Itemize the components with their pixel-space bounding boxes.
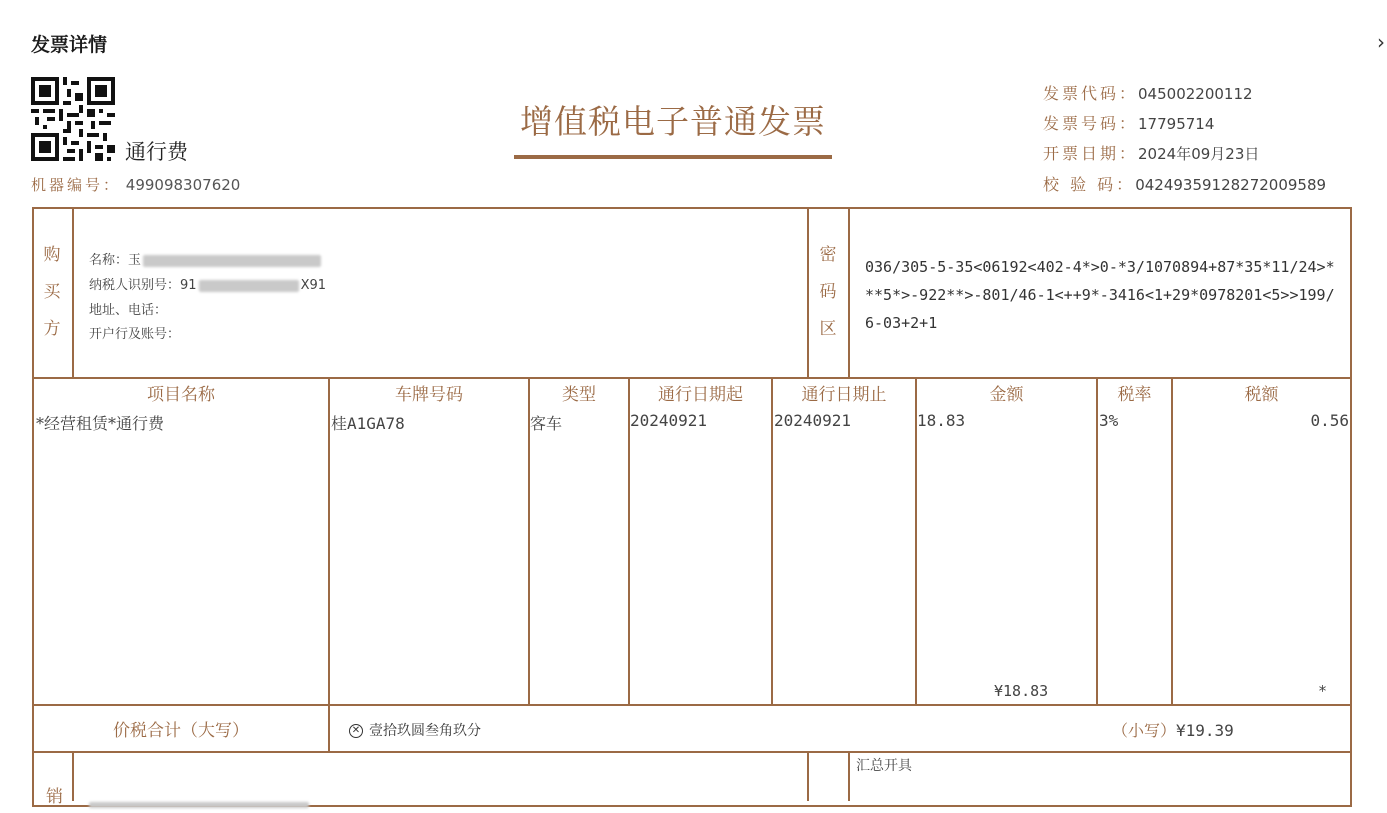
total-in-figures (1112, 718, 1234, 741)
cross-circle-icon: ✕ (349, 724, 363, 738)
divider (32, 751, 1352, 753)
total-in-words (349, 720, 481, 740)
total-label: 价税合计（大写） (113, 721, 249, 741)
item-date-end-cell: 20240921 (774, 411, 852, 430)
divider (771, 377, 773, 705)
item-amount-cell: 18.83 (917, 411, 966, 430)
buyer-tax-id-label: 纳税人识别号： (89, 278, 181, 293)
total-small-value: ¥19.39 (1176, 721, 1234, 740)
divider (32, 704, 1352, 706)
total-words-value: 壹拾玖圆叁角玖分 (369, 723, 481, 739)
divider (72, 207, 74, 378)
buyer-name-label: 名称： (89, 253, 129, 268)
divider (328, 377, 330, 751)
column-header-tax-rate: 税率 (1117, 385, 1152, 405)
buyer-tax-id-end: X91 (300, 278, 327, 293)
buyer-name-row (89, 249, 321, 268)
column-header-item-name: 项目名称 (147, 385, 215, 405)
item-date-start-cell: 20240921 (630, 411, 708, 430)
check-code-value: 04249359128272009589 (1135, 176, 1327, 194)
meta-label: 开票日期： (1043, 144, 1139, 163)
panel-title: 发票详情 (31, 34, 108, 56)
column-header-amount: 金额 (989, 385, 1024, 405)
divider (848, 751, 850, 801)
divider (32, 377, 1352, 379)
invoice-type-label: 通行费 (125, 140, 188, 164)
machine-number-label: 机器编号： (31, 176, 122, 194)
issue-date-row (1043, 141, 1259, 164)
remark-text: 汇总开具 (856, 758, 912, 774)
item-type-cell: 客车 (530, 414, 563, 433)
chevron-right-icon[interactable]: › (1377, 30, 1385, 54)
item-tax-cell: 0.56 (1310, 411, 1349, 430)
item-tax-rate-cell: 3% (1099, 411, 1119, 430)
machine-number-value: 499098307620 (125, 176, 241, 194)
item-name-cell: *经营租赁*通行费 (36, 414, 165, 433)
column-header-plate: 车牌号码 (395, 385, 463, 405)
qr-code (31, 77, 115, 161)
redaction-blur (89, 794, 309, 813)
tax-subtotal: * (1318, 682, 1328, 700)
invoice-number-row (1043, 111, 1214, 134)
invoice-code-value: 045002200112 (1138, 85, 1253, 103)
buyer-tax-id-row (89, 274, 326, 293)
invoice-number-value: 17795714 (1138, 115, 1215, 133)
check-code-row (1043, 172, 1326, 195)
amount-subtotal: ¥18.83 (994, 682, 1049, 700)
buyer-section-label: 购 买 方 (43, 245, 61, 339)
cipher-section-label: 密 码 区 (819, 245, 837, 339)
divider (807, 751, 809, 801)
total-small-label: （小写） (1112, 721, 1177, 740)
seller-section-label: 销 (46, 787, 63, 807)
machine-number-row (31, 174, 240, 195)
divider (1096, 377, 1098, 705)
invoice-code-row (1043, 81, 1253, 104)
column-header-tax: 税额 (1244, 385, 1279, 405)
meta-label: 发票号码： (1043, 114, 1139, 133)
item-plate-cell: 桂A1GA78 (331, 414, 405, 433)
divider (848, 207, 850, 378)
buyer-tax-id-start: 91 (180, 278, 197, 293)
redaction-blur (199, 280, 299, 292)
redaction-blur (143, 255, 321, 267)
cipher-text: 036/305-5-35<06192<402-4*>0-*3/1070894+87*35*11/24>***5*>-922**>-801/46-1<++9*-3416<1+29*0978201<5>>199/6-03+2+1 (865, 258, 1335, 332)
column-header-type: 类型 (562, 385, 596, 405)
buyer-address-label: 地址、电话： (89, 303, 168, 318)
buyer-bank-label: 开户行及账号： (89, 327, 181, 342)
meta-label: 发票代码： (1043, 84, 1139, 103)
meta-label: 校 验 码： (1043, 175, 1136, 194)
title-underline (514, 155, 832, 165)
divider (807, 207, 809, 378)
column-header-date-start: 通行日期起 (658, 385, 743, 405)
divider (72, 751, 74, 801)
buyer-name-value: 玉 (128, 253, 142, 268)
column-header-date-end: 通行日期止 (801, 385, 887, 405)
invoice-title: 增值税电子普通发票 (520, 102, 826, 141)
issue-date-value: 2024年09月23日 (1138, 145, 1260, 163)
